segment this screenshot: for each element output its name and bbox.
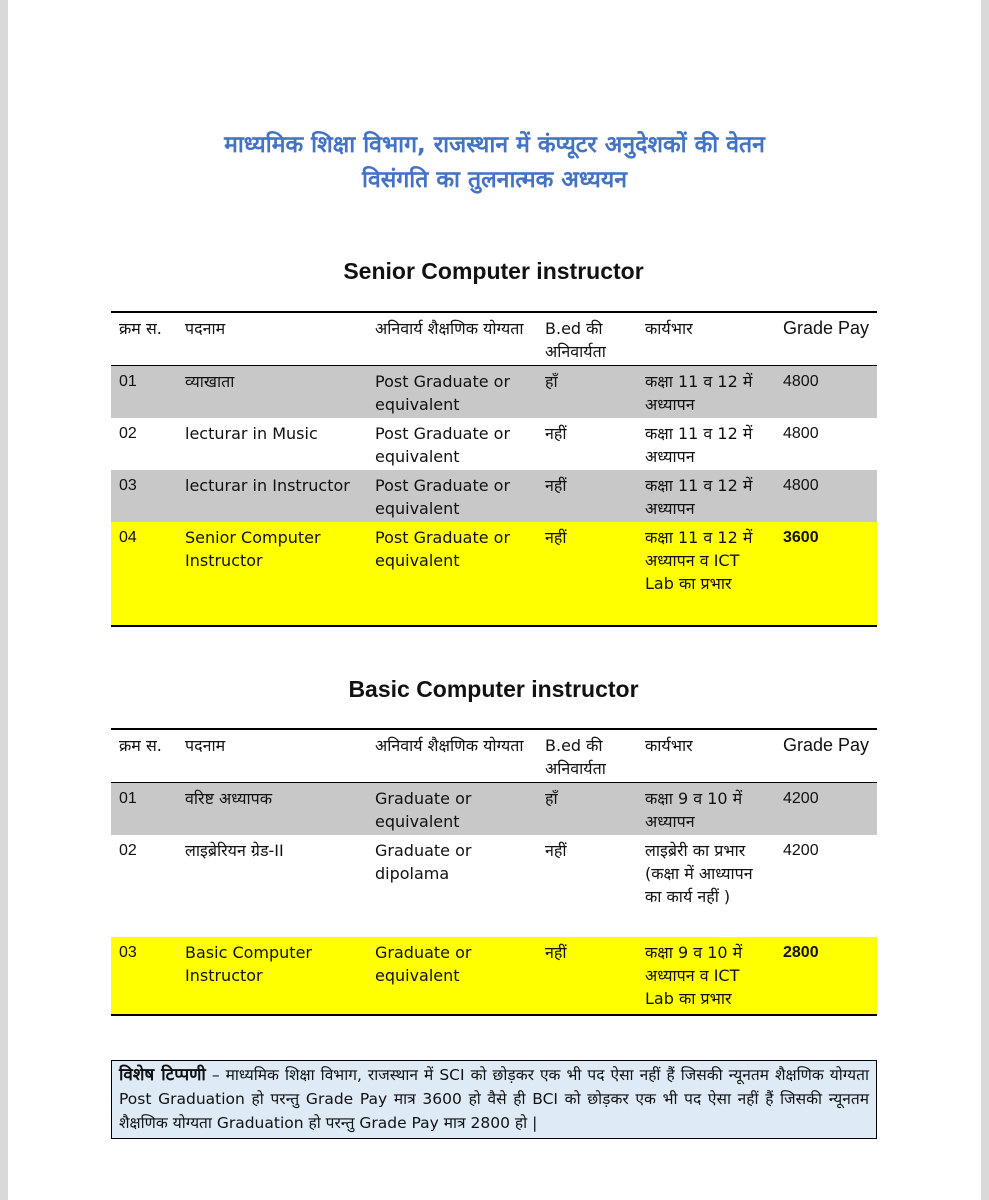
cell-grade-pay: 2800 <box>775 937 877 1015</box>
cell-grade-pay: 4200 <box>783 842 819 859</box>
cell-workload: कक्षा 9 व 10 में अध्यापन <box>637 783 775 836</box>
table-row <box>111 418 877 470</box>
page-title <box>60 128 929 198</box>
cell-post: व्याखाता <box>177 366 367 419</box>
table-row <box>111 783 877 836</box>
header-grade-pay: Grade Pay <box>783 318 870 338</box>
cell-grade-pay: 4800 <box>775 470 877 522</box>
cell-workload: कक्षा 11 व 12 में अध्यापन <box>637 470 775 522</box>
header-qualification: अनिवार्य शैक्षणिक योग्यता <box>375 736 524 755</box>
table-row <box>111 366 877 419</box>
header-post: पदनाम <box>185 736 226 755</box>
cell-workload: लाइब्रेरी का प्रभार (कक्षा में आध्यापन का कार्य नहीं ) <box>645 841 753 906</box>
table-row-highlighted <box>111 522 877 626</box>
cell-bed: नहीं <box>537 522 637 626</box>
cell-sno: 04 <box>111 522 177 626</box>
cell-grade-pay: 3600 <box>775 522 877 626</box>
cell-post: Basic Computer Instructor <box>177 937 367 1015</box>
basic-section-heading: Basic Computer instructor <box>348 676 639 702</box>
cell-bed: नहीं <box>545 841 567 860</box>
cell-bed: नहीं <box>545 424 567 443</box>
cell-qualification: Post Graduate or equivalent <box>367 366 537 419</box>
header-workload: कार्यभार <box>645 736 693 755</box>
cell-workload: कक्षा 11 व 12 में अध्यापन <box>637 366 775 419</box>
page-left-edge <box>0 0 8 1200</box>
header-sno: क्रम स. <box>119 319 162 338</box>
header-post: पदनाम <box>185 319 226 338</box>
special-note-label: विशेष टिप्पणी <box>119 1065 206 1085</box>
cell-post: लाइब्रेरियन ग्रेड-II <box>185 841 284 860</box>
cell-qualification: Graduate or dipolama <box>375 841 472 883</box>
cell-qualification: Post Graduate or equivalent <box>375 424 511 466</box>
cell-bed: नहीं <box>537 937 637 1015</box>
cell-workload: कक्षा 11 व 12 में अध्यापन <box>645 424 753 466</box>
special-note-text: – माध्यमिक शिक्षा विभाग, राजस्थान में SCI को छोड़कर एक भी पद ऐसा नहीं हैं जिसकी न्यूनतम शैक्षणिक योग्यता Post Graduation हो परन्तु Grade Pay मात्र 3600 हो वैसे ही BCI को छोड़कर एक भी पद ऐसा नहीं हैं जिसकी न्यूनतम शैक्षणिक योग्यता Graduation हो परन्तु Grade Pay मात्र 2800 हो | <box>119 1066 869 1132</box>
cell-post: lecturar in Music <box>185 424 318 443</box>
header-qualification: अनिवार्य शैक्षणिक योग्यता <box>375 319 524 338</box>
cell-post: lecturar in Instructor <box>177 470 367 522</box>
header-bed: B.ed की अनिवार्यता <box>545 736 606 778</box>
table-header-row <box>111 729 877 783</box>
cell-qualification: Graduate or equivalent <box>367 937 537 1015</box>
cell-bed: नहीं <box>537 470 637 522</box>
senior-section-heading: Senior Computer instructor <box>343 258 644 284</box>
header-workload: कार्यभार <box>645 319 693 338</box>
table-header-row <box>111 312 877 366</box>
basic-table <box>111 728 877 1016</box>
page-title-line-2: विसंगति का तुलनात्मक अध्ययन <box>362 167 627 193</box>
cell-bed: हाँ <box>537 366 637 419</box>
cell-grade-pay: 4200 <box>775 783 877 836</box>
cell-grade-pay: 4800 <box>775 366 877 419</box>
table-row <box>111 835 877 937</box>
header-sno: क्रम स. <box>119 736 162 755</box>
header-bed: B.ed की अनिवार्यता <box>545 319 606 361</box>
cell-post: Senior Computer Instructor <box>177 522 367 626</box>
cell-qualification: Graduate or equivalent <box>367 783 537 836</box>
cell-qualification: Post Graduate or equivalent <box>367 470 537 522</box>
cell-sno: 01 <box>111 783 177 836</box>
cell-sno: 03 <box>111 937 177 1015</box>
page-right-edge <box>981 0 989 1200</box>
cell-workload: कक्षा 11 व 12 में अध्यापन व ICT Lab का प्रभार <box>637 522 775 626</box>
cell-grade-pay: 4800 <box>783 425 819 442</box>
page-title-line-1: माध्यमिक शिक्षा विभाग, राजस्थान में कंप्यूटर अनुदेशकों की वेतन <box>224 132 765 158</box>
table-row-highlighted <box>111 937 877 1015</box>
senior-table <box>111 311 877 627</box>
cell-post: वरिष्ट अध्यापक <box>177 783 367 836</box>
table-row <box>111 470 877 522</box>
cell-sno: 03 <box>111 470 177 522</box>
header-grade-pay: Grade Pay <box>783 735 870 755</box>
cell-sno: 02 <box>119 425 137 442</box>
cell-workload: कक्षा 9 व 10 में अध्यापन व ICT Lab का प्रभार <box>637 937 775 1015</box>
cell-sno: 02 <box>119 842 137 859</box>
cell-sno: 01 <box>111 366 177 419</box>
special-note <box>111 1060 877 1139</box>
cell-bed: हाँ <box>537 783 637 836</box>
cell-qualification: Post Graduate or equivalent <box>367 522 537 626</box>
